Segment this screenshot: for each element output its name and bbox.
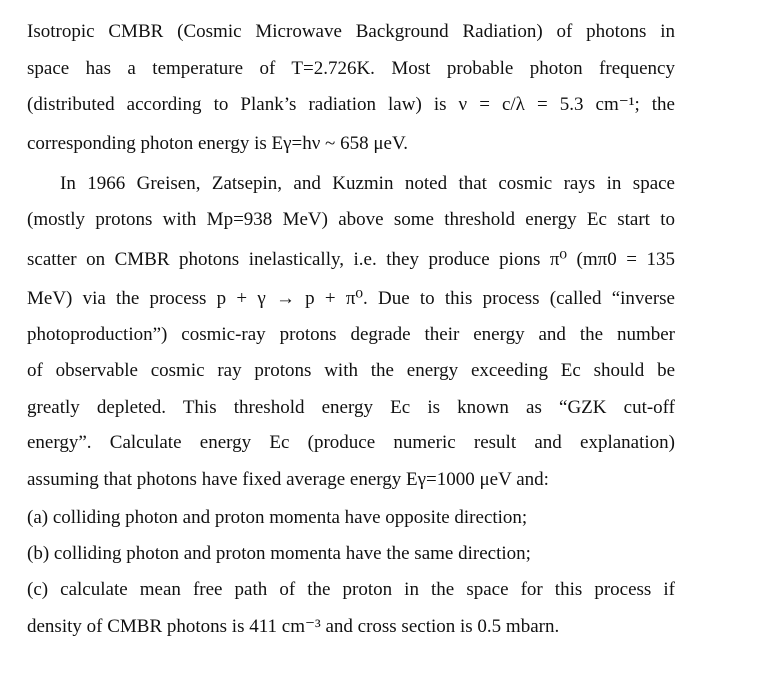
- text-line-5: In 1966 Greisen, Zatsepin, and Kuzmin noted that cosmic rays in space: [60, 173, 675, 194]
- text-line-4: corresponding photon energy is Eγ=hν ~ 658 μeV.: [27, 133, 408, 154]
- text-line-1: Isotropic CMBR (Cosmic Microwave Background Radiation) of photons in: [27, 21, 675, 42]
- text-line-7: scatter on CMBR photons inelastically, i.e. they produce pions π⁰ (mπ0 = 135: [27, 249, 675, 270]
- text-line-11: greatly depleted. This threshold energy Ec is known as “GZK cut-off: [27, 397, 675, 418]
- text-line-15: (b) colliding photon and proton momenta have the same direction;: [27, 543, 531, 564]
- text-line-10: of observable cosmic ray protons with the energy exceeding Ec should be: [27, 360, 675, 381]
- text-line-17: density of CMBR photons is 411 cm⁻³ and cross section is 0.5 mbarn.: [27, 616, 560, 637]
- text-line-8: MeV) via the process p + γ → p + π⁰. Due to this process (called “inverse: [27, 288, 675, 309]
- text-line-16: (c) calculate mean free path of the proton in the space for this process if: [27, 579, 675, 600]
- text-line-9: photoproduction”) cosmic-ray protons degrade their energy and the number: [27, 324, 675, 345]
- text-line-2: space has a temperature of T=2.726K. Most probable photon frequency: [27, 58, 675, 79]
- text-line-3: (distributed according to Plank’s radiation law) is ν = c/λ = 5.3 cm⁻¹; the: [27, 94, 675, 115]
- text-line-14: (a) colliding photon and proton momenta have opposite direction;: [27, 507, 528, 528]
- text-line-12: energy”. Calculate energy Ec (produce numeric result and explanation): [27, 432, 675, 453]
- text-line-6: (mostly protons with Mp=938 MeV) above some threshold energy Ec start to: [27, 209, 675, 230]
- text-line-13: assuming that photons have fixed average energy Eγ=1000 μeV and:: [27, 469, 549, 490]
